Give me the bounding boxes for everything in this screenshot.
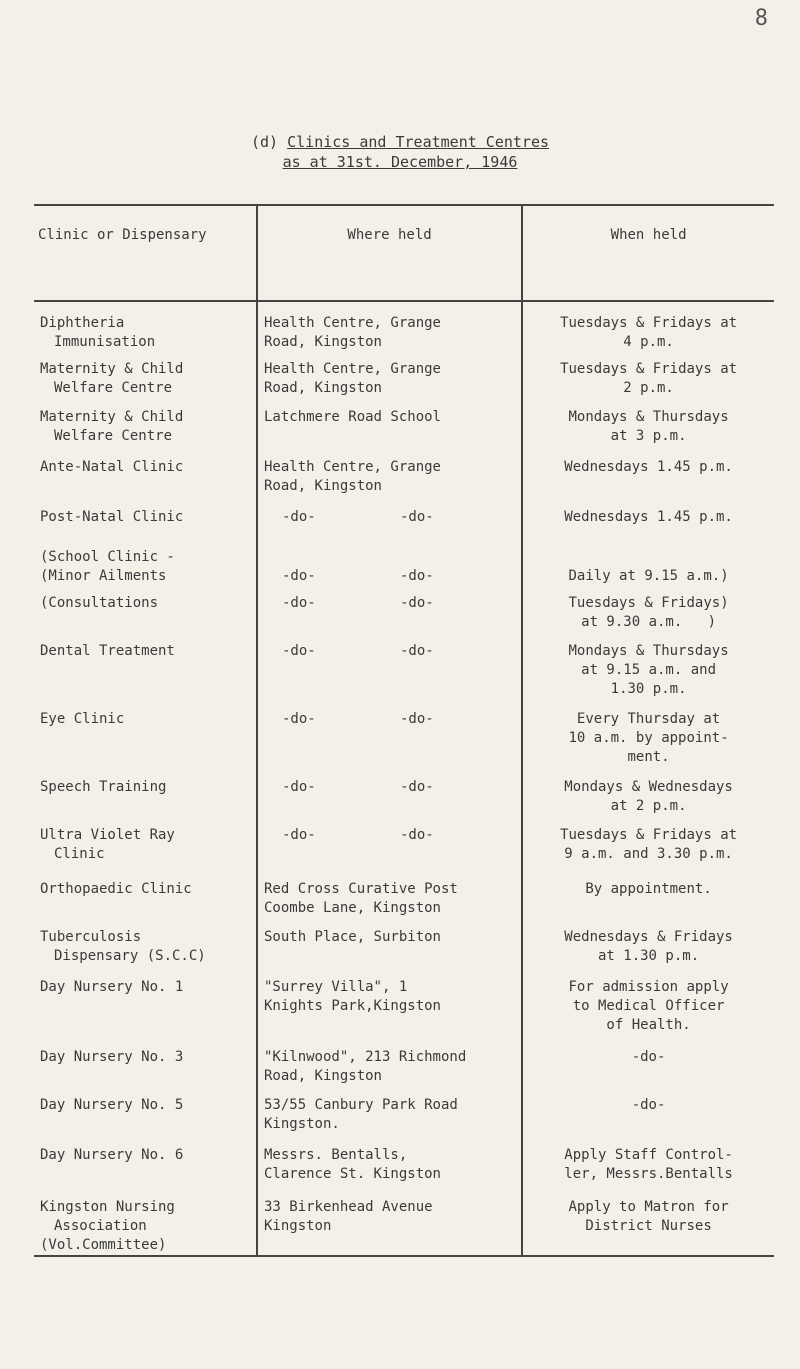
cell-clinic-line: Day Nursery No. 5: [40, 1097, 184, 1113]
header-when: When held: [522, 205, 774, 301]
cell-clinic-line: Eye Clinic: [40, 711, 125, 727]
cell-where-line: Health Centre, Grange: [263, 459, 441, 475]
cell-when-line: For admission apply: [568, 979, 729, 995]
cell-where: [257, 1190, 522, 1256]
cell-clinic-line: Orthopaedic Clinic: [40, 881, 192, 897]
cell-clinic-line: (Consultations: [40, 595, 159, 611]
cell-when-line: at 9.30 a.m. ): [581, 614, 716, 630]
cell-where-line: South Place, Surbiton: [263, 929, 441, 945]
cell-clinic: [34, 818, 257, 872]
cell-where: [257, 1040, 522, 1088]
cell-where: [257, 634, 522, 702]
cell-clinic-line: Immunisation: [54, 334, 156, 350]
cell-when-line: Wednesdays 1.45 p.m.: [564, 509, 733, 525]
cell-clinic-line: Association: [54, 1218, 147, 1234]
cell-when-line: 1.30 p.m.: [610, 681, 687, 697]
cell-when-line: of Health.: [606, 1017, 691, 1033]
cell-clinic-line: Day Nursery No. 6: [40, 1147, 184, 1163]
table-row: [34, 702, 774, 770]
table-row: [34, 1040, 774, 1088]
cell-clinic: [34, 450, 257, 500]
cell-when-line: -do-: [631, 1049, 666, 1065]
cell-when: [522, 1040, 774, 1088]
cell-when-line: 9 a.m. and 3.30 p.m.: [564, 846, 733, 862]
header-clinic: Clinic or Dispensary: [34, 205, 257, 301]
cell-clinic-line: Maternity & Child: [40, 409, 184, 425]
cell-when-line: 10 a.m. by appoint-: [568, 730, 729, 746]
cell-clinic-line: Ultra Violet Ray: [40, 827, 175, 843]
cell-clinic: [34, 1040, 257, 1088]
cell-clinic-line: Dental Treatment: [40, 643, 175, 659]
cell-clinic-line: Day Nursery No. 3: [40, 1049, 184, 1065]
cell-when: [522, 1138, 774, 1190]
cell-clinic-line: Welfare Centre: [54, 428, 173, 444]
cell-where: [257, 920, 522, 970]
cell-when: [522, 400, 774, 450]
cell-when-line: Mondays & Thursdays: [568, 409, 729, 425]
cell-clinic-line: Clinic: [54, 846, 105, 862]
cell-when-line: Mondays & Thursdays: [568, 643, 729, 659]
table-row: [34, 540, 774, 586]
cell-clinic-line: Dispensary (S.C.C): [54, 948, 206, 964]
cell-where-line: Road, Kingston: [263, 478, 382, 494]
cell-where-line: Red Cross Curative Post: [263, 881, 458, 897]
cell-clinic: [34, 301, 257, 352]
cell-where-line: Messrs. Bentalls,: [263, 1147, 408, 1163]
cell-where: [257, 450, 522, 500]
table-row: [34, 352, 774, 400]
cell-where: [257, 301, 522, 352]
cell-when: [522, 702, 774, 770]
cell-where: [257, 500, 522, 540]
cell-clinic: [34, 872, 257, 920]
cell-clinic-line: Tuberculosis: [40, 929, 142, 945]
cell-clinic-line: Maternity & Child: [40, 361, 184, 377]
cell-where-line: Road, Kingston: [263, 334, 382, 350]
cell-clinic: [34, 970, 257, 1040]
cell-when-line: at 2 p.m.: [610, 798, 687, 814]
heading-prefix: (d): [250, 133, 279, 151]
cell-when-line: By appointment.: [585, 881, 712, 897]
clinics-table: [34, 204, 774, 1257]
cell-where-line: Coombe Lane, Kingston: [263, 900, 441, 916]
cell-when-line: ler, Messrs.Bentalls: [564, 1166, 733, 1182]
cell-clinic-line: Kingston Nursing: [40, 1199, 175, 1215]
cell-where-line: Health Centre, Grange: [263, 361, 441, 377]
cell-when-line: 2 p.m.: [623, 380, 674, 396]
cell-when-line: -do-: [631, 1097, 666, 1113]
cell-where-line: 53/55 Canbury Park Road: [263, 1097, 458, 1113]
cell-clinic: [34, 1138, 257, 1190]
cell-clinic-line: (Vol.Committee): [40, 1237, 167, 1253]
cell-when: [522, 970, 774, 1040]
table-row: [34, 500, 774, 540]
cell-where-line: Knights Park,Kingston: [263, 998, 441, 1014]
cell-when-line: Every Thursday at: [576, 711, 721, 727]
cell-clinic-line: (Minor Ailments: [40, 568, 167, 584]
cell-where-line: -do- -do-: [281, 827, 434, 843]
cell-where: [257, 818, 522, 872]
cell-where: [257, 970, 522, 1040]
cell-when: [522, 1190, 774, 1256]
cell-where: [257, 540, 522, 586]
cell-clinic: [34, 702, 257, 770]
cell-when-line: to Medical Officer: [572, 998, 725, 1014]
cell-where-line: "Surrey Villa", 1: [263, 979, 408, 995]
cell-clinic-line: Diphtheria: [40, 315, 125, 331]
table-row: [34, 1190, 774, 1256]
cell-clinic: [34, 540, 257, 586]
cell-clinic-line: (School Clinic -: [40, 549, 175, 565]
cell-when-line: Tuesdays & Fridays at: [560, 361, 738, 377]
cell-where-line: -do- -do-: [281, 779, 434, 795]
cell-clinic: [34, 770, 257, 818]
cell-when-line: at 9.15 a.m. and: [581, 662, 716, 678]
cell-clinic-line: Day Nursery No. 1: [40, 979, 184, 995]
cell-when-line: Tuesdays & Fridays at: [560, 827, 738, 843]
cell-when: [522, 500, 774, 540]
table-body: [34, 301, 774, 1256]
cell-when-line: at 3 p.m.: [610, 428, 687, 444]
heading-title-line2: as at 31st. December, 1946: [282, 153, 518, 171]
table-row: [34, 770, 774, 818]
cell-when: [522, 920, 774, 970]
cell-where-line: Kingston: [263, 1218, 332, 1234]
table-row: [34, 1138, 774, 1190]
cell-when: [522, 540, 774, 586]
table-row: [34, 586, 774, 634]
cell-where: [257, 872, 522, 920]
cell-when-line: ment.: [627, 749, 670, 765]
table-header-row: [34, 205, 774, 301]
cell-when: [522, 586, 774, 634]
cell-when-line: Tuesdays & Fridays): [568, 595, 729, 611]
cell-when-line: District Nurses: [585, 1218, 712, 1234]
section-heading: [0, 132, 800, 172]
cell-when: [522, 818, 774, 872]
cell-clinic-line: Post-Natal Clinic: [40, 509, 184, 525]
cell-when-line: Daily at 9.15 a.m.): [568, 568, 729, 584]
cell-where: [257, 400, 522, 450]
cell-when-line: Wednesdays & Fridays: [564, 929, 733, 945]
cell-where-line: [264, 548, 515, 567]
cell-when: [522, 634, 774, 702]
cell-when-line: Apply to Matron for: [568, 1199, 729, 1215]
cell-where-line: -do- -do-: [281, 595, 434, 611]
header-where: Where held: [257, 205, 522, 301]
cell-when-line: Wednesdays 1.45 p.m.: [564, 459, 733, 475]
cell-where-line: Latchmere Road School: [263, 409, 441, 425]
table-row: [34, 400, 774, 450]
cell-clinic-line: Ante-Natal Clinic: [40, 459, 184, 475]
page-number: 8: [754, 6, 768, 31]
table-row: [34, 818, 774, 872]
cell-when-line: 4 p.m.: [623, 334, 674, 350]
cell-when: [522, 352, 774, 400]
cell-when-line: Mondays & Wednesdays: [564, 779, 733, 795]
cell-where-line: Road, Kingston: [263, 1068, 382, 1084]
cell-where: [257, 352, 522, 400]
table-row: [34, 920, 774, 970]
cell-clinic-line: Welfare Centre: [54, 380, 173, 396]
cell-when-line: Tuesdays & Fridays at: [560, 315, 738, 331]
cell-when: [522, 450, 774, 500]
cell-where-line: Health Centre, Grange: [263, 315, 441, 331]
cell-clinic: [34, 586, 257, 634]
cell-clinic: [34, 1088, 257, 1138]
cell-where: [257, 702, 522, 770]
cell-clinic: [34, 920, 257, 970]
cell-where: [257, 770, 522, 818]
table-row: [34, 301, 774, 352]
cell-where-line: "Kilnwood", 213 Richmond: [263, 1049, 467, 1065]
cell-clinic: [34, 1190, 257, 1256]
cell-when-line: at 1.30 p.m.: [597, 948, 700, 964]
cell-when-line: [529, 548, 768, 567]
table-row: [34, 970, 774, 1040]
cell-clinic: [34, 400, 257, 450]
cell-where: [257, 1088, 522, 1138]
cell-where-line: Clarence St. Kingston: [263, 1166, 441, 1182]
table-row: [34, 872, 774, 920]
cell-where: [257, 586, 522, 634]
cell-where-line: -do- -do-: [281, 509, 434, 525]
cell-where-line: -do- -do-: [281, 711, 434, 727]
cell-where-line: 33 Birkenhead Avenue: [263, 1199, 433, 1215]
cell-when: [522, 770, 774, 818]
cell-where: [257, 1138, 522, 1190]
cell-when-line: Apply Staff Control-: [564, 1147, 733, 1163]
cell-clinic: [34, 352, 257, 400]
cell-where-line: -do- -do-: [281, 643, 434, 659]
cell-where-line: Kingston.: [263, 1116, 340, 1132]
table-row: [34, 450, 774, 500]
table-row: [34, 1088, 774, 1138]
heading-title-line1: Clinics and Treatment Centres: [287, 133, 550, 151]
cell-clinic-line: Speech Training: [40, 779, 167, 795]
cell-when: [522, 1088, 774, 1138]
table-row: [34, 634, 774, 702]
cell-when: [522, 872, 774, 920]
cell-clinic: [34, 500, 257, 540]
cell-when: [522, 301, 774, 352]
cell-where-line: -do- -do-: [281, 568, 434, 584]
cell-clinic: [34, 634, 257, 702]
cell-where-line: Road, Kingston: [263, 380, 382, 396]
